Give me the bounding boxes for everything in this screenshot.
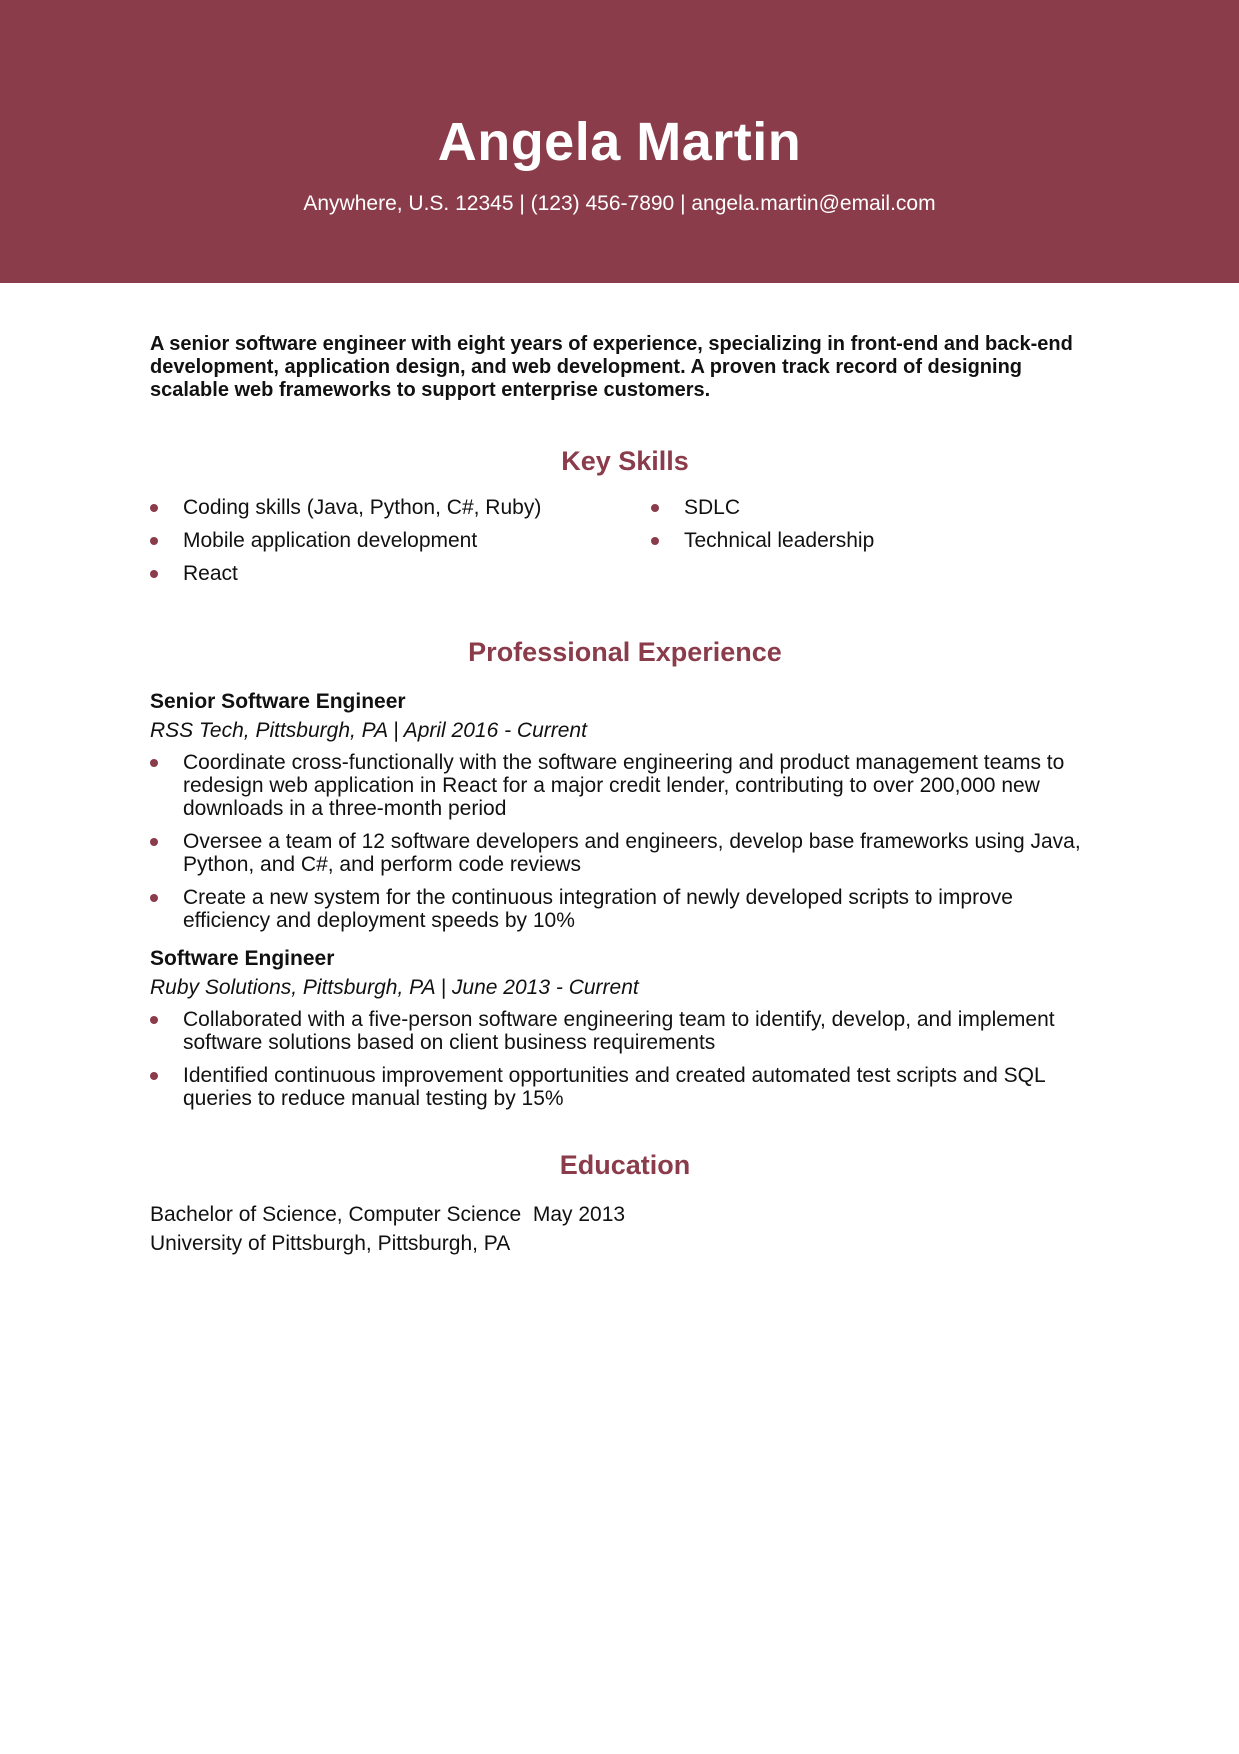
education-entry bbox=[150, 1200, 1100, 1258]
job-company-dates: Ruby Solutions, Pittsburgh, PA | June 2013 - Current bbox=[150, 976, 639, 999]
bullet-dot-icon bbox=[150, 570, 158, 578]
education-heading: Education bbox=[559, 1150, 691, 1180]
job-bullet: Identified continuous improvement opportunities and created automated test scripts and SQL queries to reduce manual testing by 15% bbox=[150, 1064, 1100, 1110]
skill-item: Coding skills (Java, Python, C#, Ruby) bbox=[150, 496, 651, 519]
degree-line: Bachelor of Science, Computer Science May 2013 bbox=[150, 1203, 626, 1226]
contact-info: Anywhere, U.S. 12345 | (123) 456-7890 | angela.martin@email.com bbox=[303, 192, 936, 215]
bullet-dot-icon bbox=[150, 894, 158, 902]
job-entry bbox=[150, 687, 1100, 932]
skills-list bbox=[150, 496, 1100, 595]
professional-summary: A senior software engineer with eight years of experience, specializing in front-end and back-end development, application design, and web development. A proven track record of designing scalable web frameworks to support enterprise customers. bbox=[150, 333, 1073, 401]
school-line: University of Pittsburgh, Pittsburgh, PA bbox=[150, 1232, 511, 1255]
skills-heading: Key Skills bbox=[561, 446, 689, 476]
skills-column-2 bbox=[651, 496, 874, 595]
job-bullet: Create a new system for the continuous integration of newly developed scripts to improve efficiency and deployment speeds by 10% bbox=[150, 886, 1100, 932]
bullet-dot-icon bbox=[651, 537, 659, 545]
job-title: Senior Software Engineer bbox=[150, 690, 406, 713]
resume-body bbox=[150, 333, 1100, 1258]
skill-item: Technical leadership bbox=[651, 529, 874, 552]
resume-header bbox=[0, 0, 1239, 283]
job-title: Software Engineer bbox=[150, 947, 335, 970]
job-bullet: Coordinate cross-functionally with the software engineering and product management teams to redesign web application in React for a major credit lender, contributing to over 200,000 new downloads in a three-month period bbox=[150, 751, 1100, 820]
bullet-dot-icon bbox=[150, 1072, 158, 1080]
job-bullets bbox=[150, 751, 1100, 932]
job-company-dates: RSS Tech, Pittsburgh, PA | April 2016 - Current bbox=[150, 719, 587, 742]
job-bullet: Collaborated with a five-person software engineering team to identify, develop, and implement software solutions based on client business requirements bbox=[150, 1008, 1100, 1054]
skill-item: React bbox=[150, 562, 651, 585]
job-bullet: Oversee a team of 12 software developers and engineers, develop base frameworks using Java, Python, and C#, and perform code reviews bbox=[150, 830, 1100, 876]
bullet-dot-icon bbox=[150, 759, 158, 767]
skill-item: Mobile application development bbox=[150, 529, 651, 552]
candidate-name: Angela Martin bbox=[437, 112, 802, 172]
bullet-dot-icon bbox=[150, 504, 158, 512]
job-entry bbox=[150, 944, 1100, 1110]
bullet-dot-icon bbox=[150, 537, 158, 545]
experience-heading: Professional Experience bbox=[468, 637, 782, 667]
bullet-dot-icon bbox=[651, 504, 659, 512]
skills-column-1 bbox=[150, 496, 651, 595]
bullet-dot-icon bbox=[150, 1016, 158, 1024]
bullet-dot-icon bbox=[150, 838, 158, 846]
job-bullets bbox=[150, 1008, 1100, 1110]
skill-item: SDLC bbox=[651, 496, 874, 519]
